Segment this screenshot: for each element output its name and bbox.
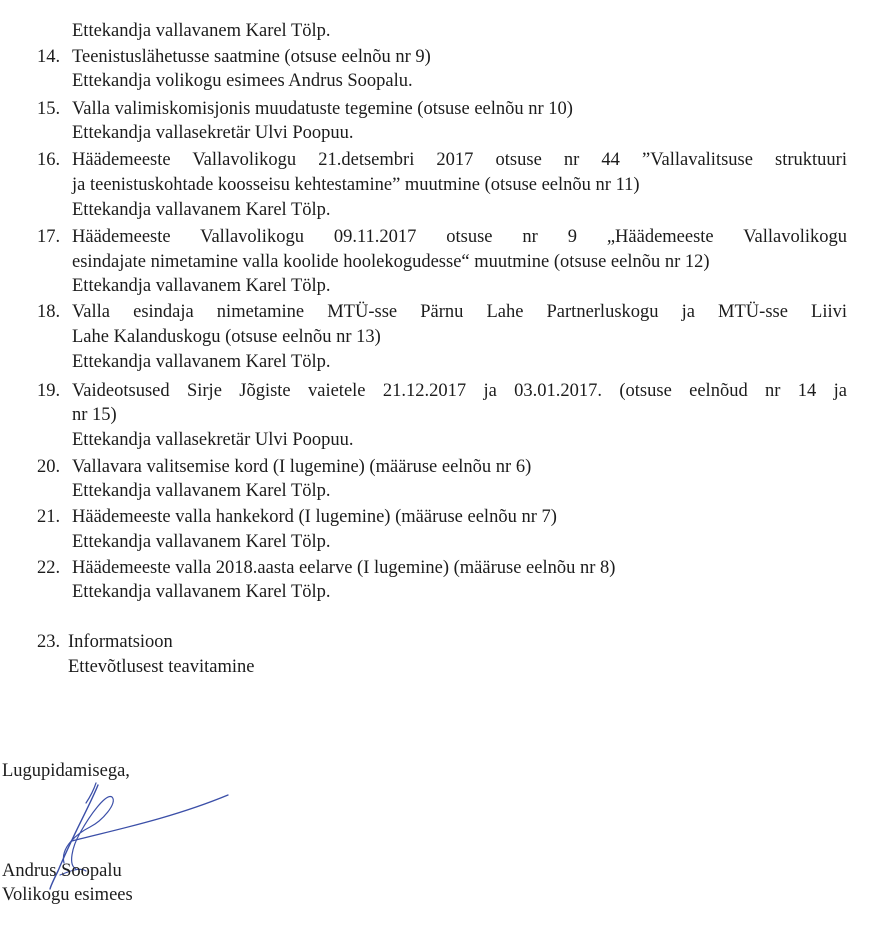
agenda-item-text: esindajate nimetamine valla koolide hoolekogudesse“ muutmine (otsuse eelnõu nr 12) (72, 252, 710, 272)
signatory-title: Volikogu esimees (2, 885, 133, 905)
agenda-item-speaker: Ettekandja vallasekretär Ulvi Poopuu. (72, 430, 354, 450)
agenda-item-text: Vaideotsused Sirje Jõgiste vaietele 21.12.2017 ja 03.01.2017. (otsuse eelnõud nr 14 ja (72, 381, 847, 401)
agenda-item-text: Häädemeeste valla hankekord (I lugemine) (määruse eelnõu nr 7) (72, 507, 557, 527)
agenda-item-text: Valla esindaja nimetamine MTÜ-sse Pärnu Lahe Partnerluskogu ja MTÜ-sse Liivi (72, 302, 847, 322)
agenda-item-text: Vallavara valitsemise kord (I lugemine) (määruse eelnõu nr 6) (72, 457, 532, 477)
agenda-item-speaker: Ettekandja vallavanem Karel Tölp. (72, 481, 331, 501)
agenda-item-text: Informatsioon (68, 632, 173, 652)
agenda-item-number: 21. (37, 507, 61, 527)
signatory-name: Andrus Soopalu (2, 861, 122, 881)
agenda-item-speaker: Ettekandja vallavanem Karel Tölp. (72, 582, 331, 602)
agenda-item-number: 19. (37, 381, 61, 401)
agenda-item-number: 14. (37, 47, 61, 67)
agenda-item-number: 17. (37, 227, 61, 247)
agenda-item-speaker: Ettekandja vallavanem Karel Tölp. (72, 276, 331, 296)
agenda-item-number: 15. (37, 99, 61, 119)
agenda-item-speaker: Ettekandja vallavanem Karel Tölp. (72, 352, 331, 372)
agenda-item-text: Häädemeeste valla 2018.aasta eelarve (I lugemine) (määruse eelnõu nr 8) (72, 558, 616, 578)
agenda-item-number: 20. (37, 457, 61, 477)
agenda-item-speaker: Ettekandja vallavanem Karel Tölp. (72, 200, 331, 220)
closing-salutation: Lugupidamisega, (2, 761, 130, 781)
agenda-item-text: Häädemeeste Vallavolikogu 21.detsembri 2017 otsuse nr 44 ”Vallavalitsuse struktuuri (72, 150, 847, 170)
agenda-item-speaker: Ettekandja volikogu esimees Andrus Soopalu. (72, 71, 413, 91)
agenda-item-number: 18. (37, 302, 61, 322)
agenda-item-number: 22. (37, 558, 61, 578)
agenda-item-text: Valla valimiskomisjonis muudatuste tegemine (otsuse eelnõu nr 10) (72, 99, 573, 119)
agenda-item-number: 16. (37, 150, 61, 170)
agenda-item-text: Häädemeeste Vallavolikogu 09.11.2017 otsuse nr 9 „Häädemeeste Vallavolikogu (72, 227, 847, 247)
agenda-item-text: ja teenistuskohtade koosseisu kehtestamine” muutmine (otsuse eelnõu nr 11) (72, 175, 640, 195)
agenda-item-text: Teenistuslähetusse saatmine (otsuse eelnõu nr 9) (72, 47, 431, 67)
agenda-item-text: Lahe Kalanduskogu (otsuse eelnõu nr 13) (72, 327, 381, 347)
agenda-item-text: nr 15) (72, 405, 117, 425)
agenda-item-number: 23. (37, 632, 61, 652)
agenda-lead-line: Ettekandja vallavanem Karel Tölp. (72, 21, 331, 41)
agenda-item-speaker: Ettekandja vallasekretär Ulvi Poopuu. (72, 123, 354, 143)
agenda-item-speaker: Ettekandja vallavanem Karel Tölp. (72, 532, 331, 552)
agenda-item-speaker: Ettevõtlusest teavitamine (68, 657, 255, 677)
